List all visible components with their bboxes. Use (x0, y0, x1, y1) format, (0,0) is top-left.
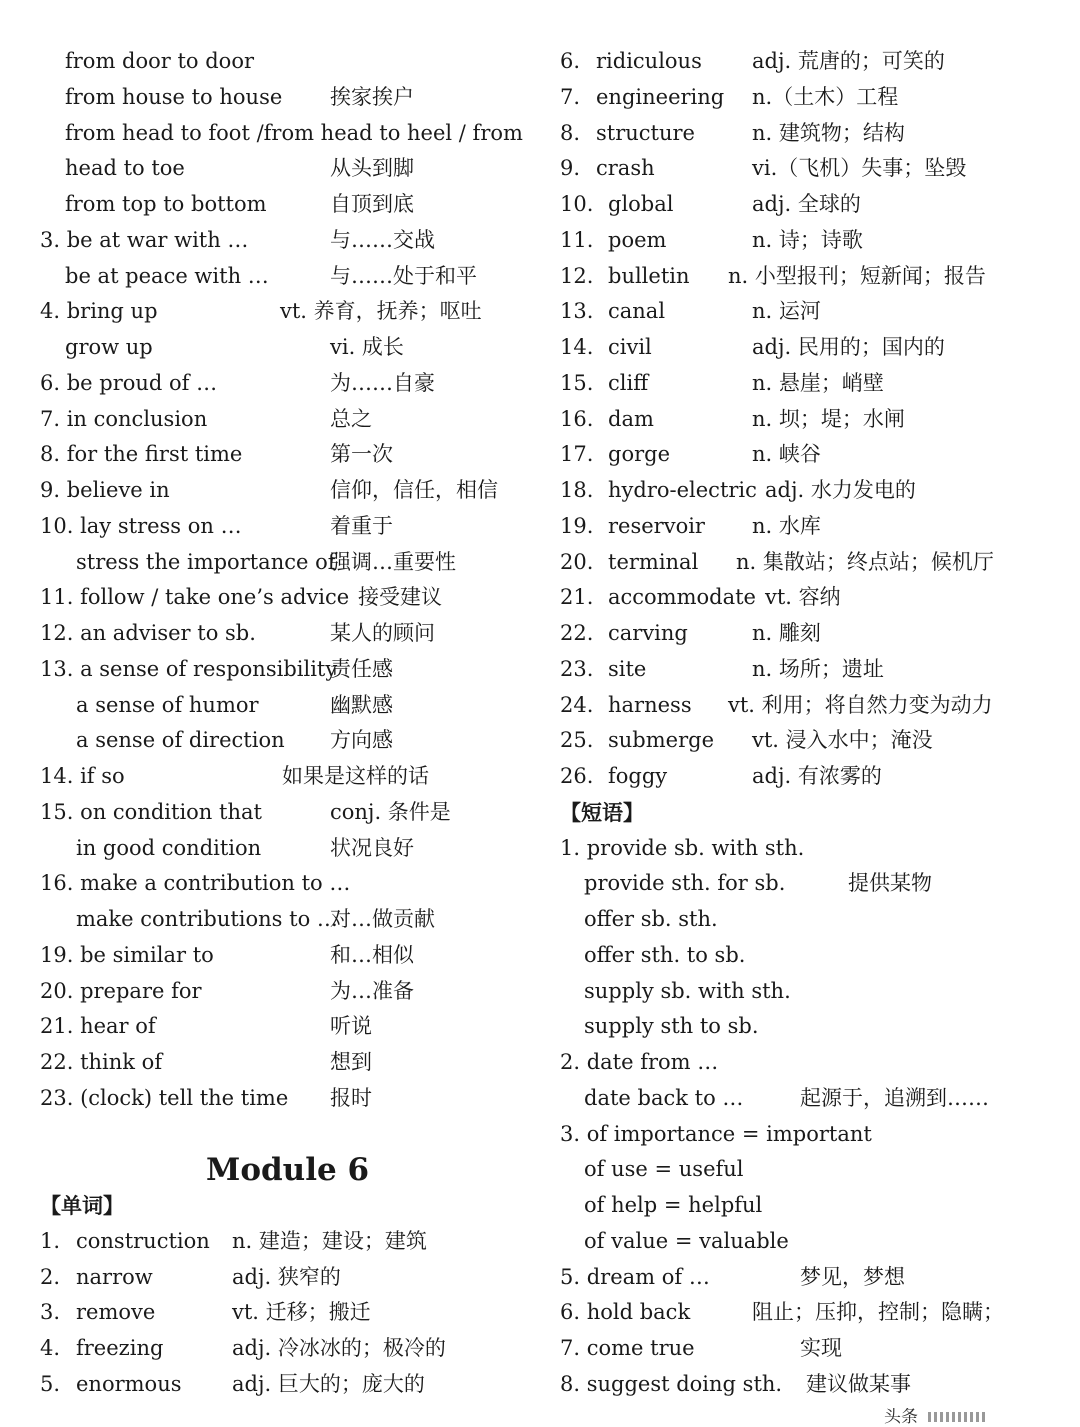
phrase-cn: 阻止；压抑，控制；隐瞒； (752, 1300, 1004, 1325)
phrase-row (40, 974, 520, 1010)
phrase-en: 12. an adviser to sb. (40, 621, 256, 645)
vocab-row (560, 187, 1060, 223)
phrase-cn: 为…准备 (330, 978, 414, 1003)
phrase-en: 14. if so (40, 764, 125, 788)
vocab-meaning: n. 坝；堤；水闸 (752, 406, 905, 431)
vocab-meaning: vi.（飞机）失事；坠毁 (752, 156, 967, 181)
vocab-word: harness (608, 692, 692, 717)
phrase-en: supply sb. with sth. (584, 978, 791, 1003)
phrase-cn: 想到 (330, 1050, 372, 1074)
phrase-row (40, 831, 520, 867)
phrase-row (40, 80, 520, 116)
phrase-cn: 某人的顾问 (330, 621, 435, 645)
vocab-word: dam (608, 406, 654, 431)
vocab-number: 20. (560, 549, 594, 574)
vocab-number: 23. (560, 656, 594, 681)
phrase-row (40, 723, 520, 759)
phrase-en: offer sb. sth. (584, 907, 718, 931)
vocab-meaning: vt. 浸入水中；淹没 (752, 728, 933, 753)
vocab-word: narrow (76, 1264, 153, 1289)
phrase-cn: 从头到脚 (330, 156, 414, 181)
vocab-word: bulletin (608, 263, 690, 288)
vocab-meaning: vt. 迁移；搬迁 (232, 1300, 371, 1325)
vocab-row (560, 509, 1060, 545)
phrase-cn: 挨家挨户 (330, 84, 414, 109)
phrase-en: from door to door (65, 49, 255, 73)
phrase-cn: 提供某物 (848, 871, 932, 896)
vocab-row (560, 688, 1060, 724)
vocab-meaning: n. 建造；建设；建筑 (232, 1228, 427, 1253)
right-column (560, 44, 1060, 1403)
vocab-row (560, 294, 1060, 330)
vocab-word: cliff (608, 370, 649, 395)
vocab-number: 3. (40, 1300, 61, 1325)
phrase-row (40, 330, 520, 366)
phrase-en: supply sth to sb. (584, 1014, 759, 1039)
phrase-en: 16. make a contribution to … (40, 871, 351, 896)
phrase-cn: 与……处于和平 (330, 263, 477, 288)
phrase-cn: 信仰，信任，相信 (330, 478, 498, 502)
vocab-word: site (608, 656, 647, 681)
phrase-row (40, 116, 523, 152)
watermark-bar (928, 1412, 988, 1422)
phrase-en: in good condition (76, 835, 262, 860)
vocab-row (560, 151, 1060, 187)
vocab-number: 21. (560, 585, 594, 610)
vocab-meaning: n. 建筑物；结构 (752, 120, 905, 145)
vocab-number: 11. (560, 227, 594, 252)
phrase-row (560, 1045, 1060, 1081)
vocab-word: foggy (608, 764, 668, 788)
vocab-number: 5. (40, 1371, 61, 1396)
phrase-en: provide sth. for sb. (584, 871, 786, 896)
module-title: Module 6 (206, 1152, 370, 1188)
vocab-row (560, 44, 1060, 80)
phrase-en: make contributions to … (76, 907, 338, 931)
phrase-row (40, 1009, 520, 1045)
phrase-cn: 状况良好 (330, 835, 414, 860)
vocab-number: 19. (560, 513, 594, 538)
phrase-cn: 如果是这样的话 (282, 764, 429, 788)
vocab-row (560, 259, 1060, 295)
phrase-cn: 责任感 (330, 656, 393, 681)
phrase-cn: 报时 (330, 1085, 372, 1110)
vocab-row (560, 723, 1060, 759)
vocab-word: reservoir (608, 513, 705, 538)
phrase-en: 22. think of (40, 1050, 163, 1074)
watermark: 头条 (884, 1408, 1044, 1427)
phrase-en: 5. dream of … (560, 1264, 710, 1289)
phrase-cn: 对…做贡献 (330, 907, 435, 931)
phrase-cn: 与……交战 (330, 227, 435, 252)
vocab-meaning: adj. 全球的 (752, 192, 861, 216)
phrase-en: 20. prepare for (40, 978, 202, 1003)
phrase-en: 13. a sense of responsibility (40, 656, 338, 681)
vocab-number: 10. (560, 192, 594, 216)
phrase-en: 6. be proud of … (40, 370, 218, 395)
phrase-row (40, 509, 520, 545)
phrase-en: 19. be similar to (40, 942, 214, 967)
vocab-row (40, 1260, 520, 1296)
phrase-row (40, 580, 520, 616)
vocab-meaning: n. 水库 (752, 513, 821, 538)
phrase-row (40, 223, 520, 259)
vocab-row (560, 437, 1060, 473)
phrase-row (560, 902, 1060, 938)
phrase-row (560, 1117, 1060, 1153)
vocab-meaning: n. 诗；诗歌 (752, 227, 863, 252)
phrase-row (40, 259, 520, 295)
phrase-cn: 接受建议 (358, 585, 442, 610)
vocab-word: enormous (76, 1371, 182, 1396)
phrase-en: a sense of direction (76, 728, 285, 753)
phrase-en: from head to foot /from head to heel / from (65, 120, 523, 145)
phrase-en: 2. date from … (560, 1050, 719, 1074)
phrase-en: of help = helpful (584, 1193, 763, 1217)
phrase-cn: 实现 (800, 1336, 842, 1360)
phrase-row (40, 938, 520, 974)
phrase-row (560, 1152, 1060, 1188)
vocab-row (560, 545, 1060, 581)
phrase-cn: 梦见，梦想 (800, 1264, 905, 1289)
vocab-number: 7. (560, 84, 581, 109)
phrase-row (40, 187, 520, 223)
vocab-row (40, 1295, 520, 1331)
phrase-cn: vi. 成长 (330, 335, 404, 359)
vocab-number: 1. (40, 1228, 61, 1253)
phrase-cn: 起源于，追溯到…… (800, 1085, 989, 1110)
vocab-row (560, 366, 1060, 402)
vocab-word: terminal (608, 549, 699, 574)
phrase-en: 15. on condition that (40, 799, 262, 824)
phrase-row (40, 366, 520, 402)
phrase-row (560, 1295, 1060, 1331)
phrase-en: 9. believe in (40, 478, 170, 502)
phrase-row (40, 294, 520, 330)
vocab-meaning: n. 悬崖；峭壁 (752, 370, 884, 395)
vocab-number: 6. (560, 49, 581, 73)
vocab-meaning: n. 场所；遗址 (752, 656, 884, 681)
vocab-row (560, 652, 1060, 688)
vocab-row (560, 616, 1060, 652)
phrase-en: from top to bottom (65, 192, 267, 216)
right-phrase-list (560, 831, 1060, 1403)
vocab-meaning: n. 雕刻 (752, 621, 821, 645)
phrase-row (560, 974, 1060, 1010)
vocab-row (40, 1367, 520, 1403)
vocab-number: 8. (560, 120, 581, 145)
phrase-cn: 强调…重要性 (330, 549, 456, 574)
vocab-word: submerge (608, 728, 714, 753)
phrase-en: stress the importance of (76, 549, 336, 574)
phrase-en: grow up (65, 335, 153, 359)
vocab-number: 4. (40, 1336, 61, 1360)
vocab-row (560, 473, 1060, 509)
vocab-word: crash (596, 156, 655, 181)
vocab-meaning: n. 运河 (752, 299, 821, 324)
phrase-cn: 着重于 (330, 513, 393, 538)
vocab-word: freezing (76, 1336, 164, 1360)
phrase-en: 3. of importance = important (560, 1121, 872, 1146)
phrase-en: 6. hold back (560, 1300, 691, 1325)
vocab-word: ridiculous (596, 49, 702, 73)
phrase-en: of use = useful (584, 1157, 744, 1182)
vocab-word: structure (596, 120, 695, 145)
vocab-meaning: adj. 有浓雾的 (752, 764, 882, 788)
vocab-meaning: n.（土木）工程 (752, 84, 899, 109)
vocab-number: 25. (560, 728, 594, 753)
phrase-row (40, 616, 520, 652)
right-vocab-list (560, 44, 1060, 795)
vocab-meaning: adj. 民用的；国内的 (752, 335, 945, 359)
phrase-cn: 自顶到底 (330, 192, 414, 216)
phrase-row (560, 938, 1060, 974)
phrase-en: 7. come true (560, 1336, 695, 1360)
vocab-row (560, 580, 1060, 616)
vocab-meaning: adj. 冷冰冰的；极冷的 (232, 1336, 446, 1360)
vocab-row (560, 402, 1060, 438)
phrase-row (560, 1224, 1060, 1260)
phrase-row (40, 1081, 520, 1117)
vocab-number: 26. (560, 764, 594, 788)
vocab-number: 22. (560, 621, 594, 645)
phrase-row (40, 545, 520, 581)
phrase-row (40, 437, 520, 473)
vocab-word: carving (608, 621, 688, 645)
phrase-row (560, 1260, 1060, 1296)
phrase-row (40, 759, 520, 795)
phrase-en: 4. bring up (40, 299, 158, 324)
phrase-row (40, 402, 520, 438)
phrase-cn: 第一次 (330, 442, 393, 467)
phrase-en: 8. suggest doing sth. (560, 1371, 783, 1396)
phrase-en: 7. in conclusion (40, 406, 208, 431)
phrase-row (560, 831, 1060, 867)
phrase-row (40, 44, 520, 80)
vocab-number: 18. (560, 478, 594, 502)
phrase-cn: 为……自豪 (330, 370, 435, 395)
vocab-word: engineering (596, 84, 725, 109)
vocab-meaning: adj. 荒唐的；可笑的 (752, 49, 945, 73)
vocab-heading: 【单词】 (40, 1193, 124, 1218)
phrase-en: 8. for the first time (40, 442, 243, 467)
vocab-row (560, 223, 1060, 259)
left-phrase-list (40, 44, 523, 1117)
phrase-row (40, 151, 520, 187)
phrase-en: 11. follow / take one’s advice (40, 585, 350, 610)
phrase-en: 1. provide sb. with sth. (560, 835, 805, 860)
vocab-number: 9. (560, 156, 581, 181)
phrase-en: head to toe (65, 156, 185, 181)
vocab-meaning: n. 小型报刊；短新闻；报告 (728, 263, 986, 288)
vocab-meaning: vt. 容纳 (765, 585, 841, 610)
vocab-number: 16. (560, 406, 594, 431)
vocab-meaning: n. 峡谷 (752, 442, 821, 467)
vocab-word: canal (608, 299, 666, 324)
phrase-row (560, 1367, 1060, 1403)
vocab-row (560, 759, 1060, 795)
phrase-en: from house to house (65, 84, 283, 109)
vocab-number: 2. (40, 1264, 61, 1289)
phrase-cn: 建议做某事 (806, 1371, 911, 1396)
vocab-number: 17. (560, 442, 594, 467)
vocab-number: 14. (560, 335, 594, 359)
phrase-cn: 和…相似 (330, 942, 414, 967)
vocab-word: gorge (608, 442, 670, 467)
vocab-meaning: adj. 狭窄的 (232, 1264, 341, 1289)
phrase-en: offer sth. to sb. (584, 942, 746, 967)
phrase-cn: vt. 养育，抚养；呕吐 (280, 299, 482, 324)
vocab-meaning: adj. 巨大的；庞大的 (232, 1371, 425, 1396)
phrase-row (560, 1081, 1060, 1117)
phrase-row (560, 1188, 1060, 1224)
vocab-row (560, 80, 1060, 116)
phrase-en: 3. be at war with … (40, 227, 249, 252)
vocab-word: civil (608, 335, 652, 359)
vocab-word: hydro-electric (608, 478, 757, 502)
phrase-cn: 幽默感 (330, 692, 393, 717)
vocab-word: construction (76, 1228, 210, 1253)
phrase-row (40, 866, 520, 902)
vocab-number: 13. (560, 299, 594, 324)
phrase-row (40, 688, 520, 724)
phrase-row (560, 1331, 1060, 1367)
phrase-row (40, 795, 520, 831)
vocab-row (560, 330, 1060, 366)
phrase-cn: 听说 (330, 1014, 372, 1039)
phrase-en: 21. hear of (40, 1014, 156, 1039)
vocab-word: remove (76, 1300, 156, 1325)
phrase-en: of value = valuable (584, 1228, 789, 1253)
left-vocab-list (40, 1224, 520, 1403)
phrases-heading: 【短语】 (560, 799, 644, 825)
phrase-row (40, 1045, 520, 1081)
phrase-row (560, 866, 1060, 902)
vocab-number: 24. (560, 692, 594, 717)
left-vocab-section (40, 1188, 520, 1403)
vocab-row (40, 1331, 520, 1367)
vocab-row (40, 1224, 520, 1260)
vocab-number: 12. (560, 263, 594, 288)
phrase-row (40, 902, 520, 938)
phrase-en: 23. (clock) tell the time (40, 1085, 289, 1110)
phrase-en: date back to … (584, 1085, 744, 1110)
vocab-meaning: adj. 水力发电的 (765, 478, 916, 502)
vocab-word: global (608, 192, 674, 216)
phrase-en: 10. lay stress on … (40, 513, 242, 538)
phrase-cn: conj. 条件是 (330, 799, 451, 824)
phrase-row (40, 473, 520, 509)
vocab-word: poem (608, 227, 667, 252)
phrase-cn: 总之 (330, 406, 372, 431)
phrase-row (560, 1009, 1060, 1045)
phrase-cn: 方向感 (330, 728, 393, 753)
phrase-en: a sense of humor (76, 692, 259, 717)
vocab-meaning: n. 集散站；终点站；候机厅 (736, 549, 994, 574)
phrase-row (40, 652, 520, 688)
vocab-number: 15. (560, 370, 594, 395)
vocab-row (560, 116, 1060, 152)
phrase-en: be at peace with … (65, 263, 269, 288)
vocab-word: accommodate (608, 585, 756, 610)
vocab-meaning: vt. 利用；将自然力变为动力 (728, 692, 993, 717)
